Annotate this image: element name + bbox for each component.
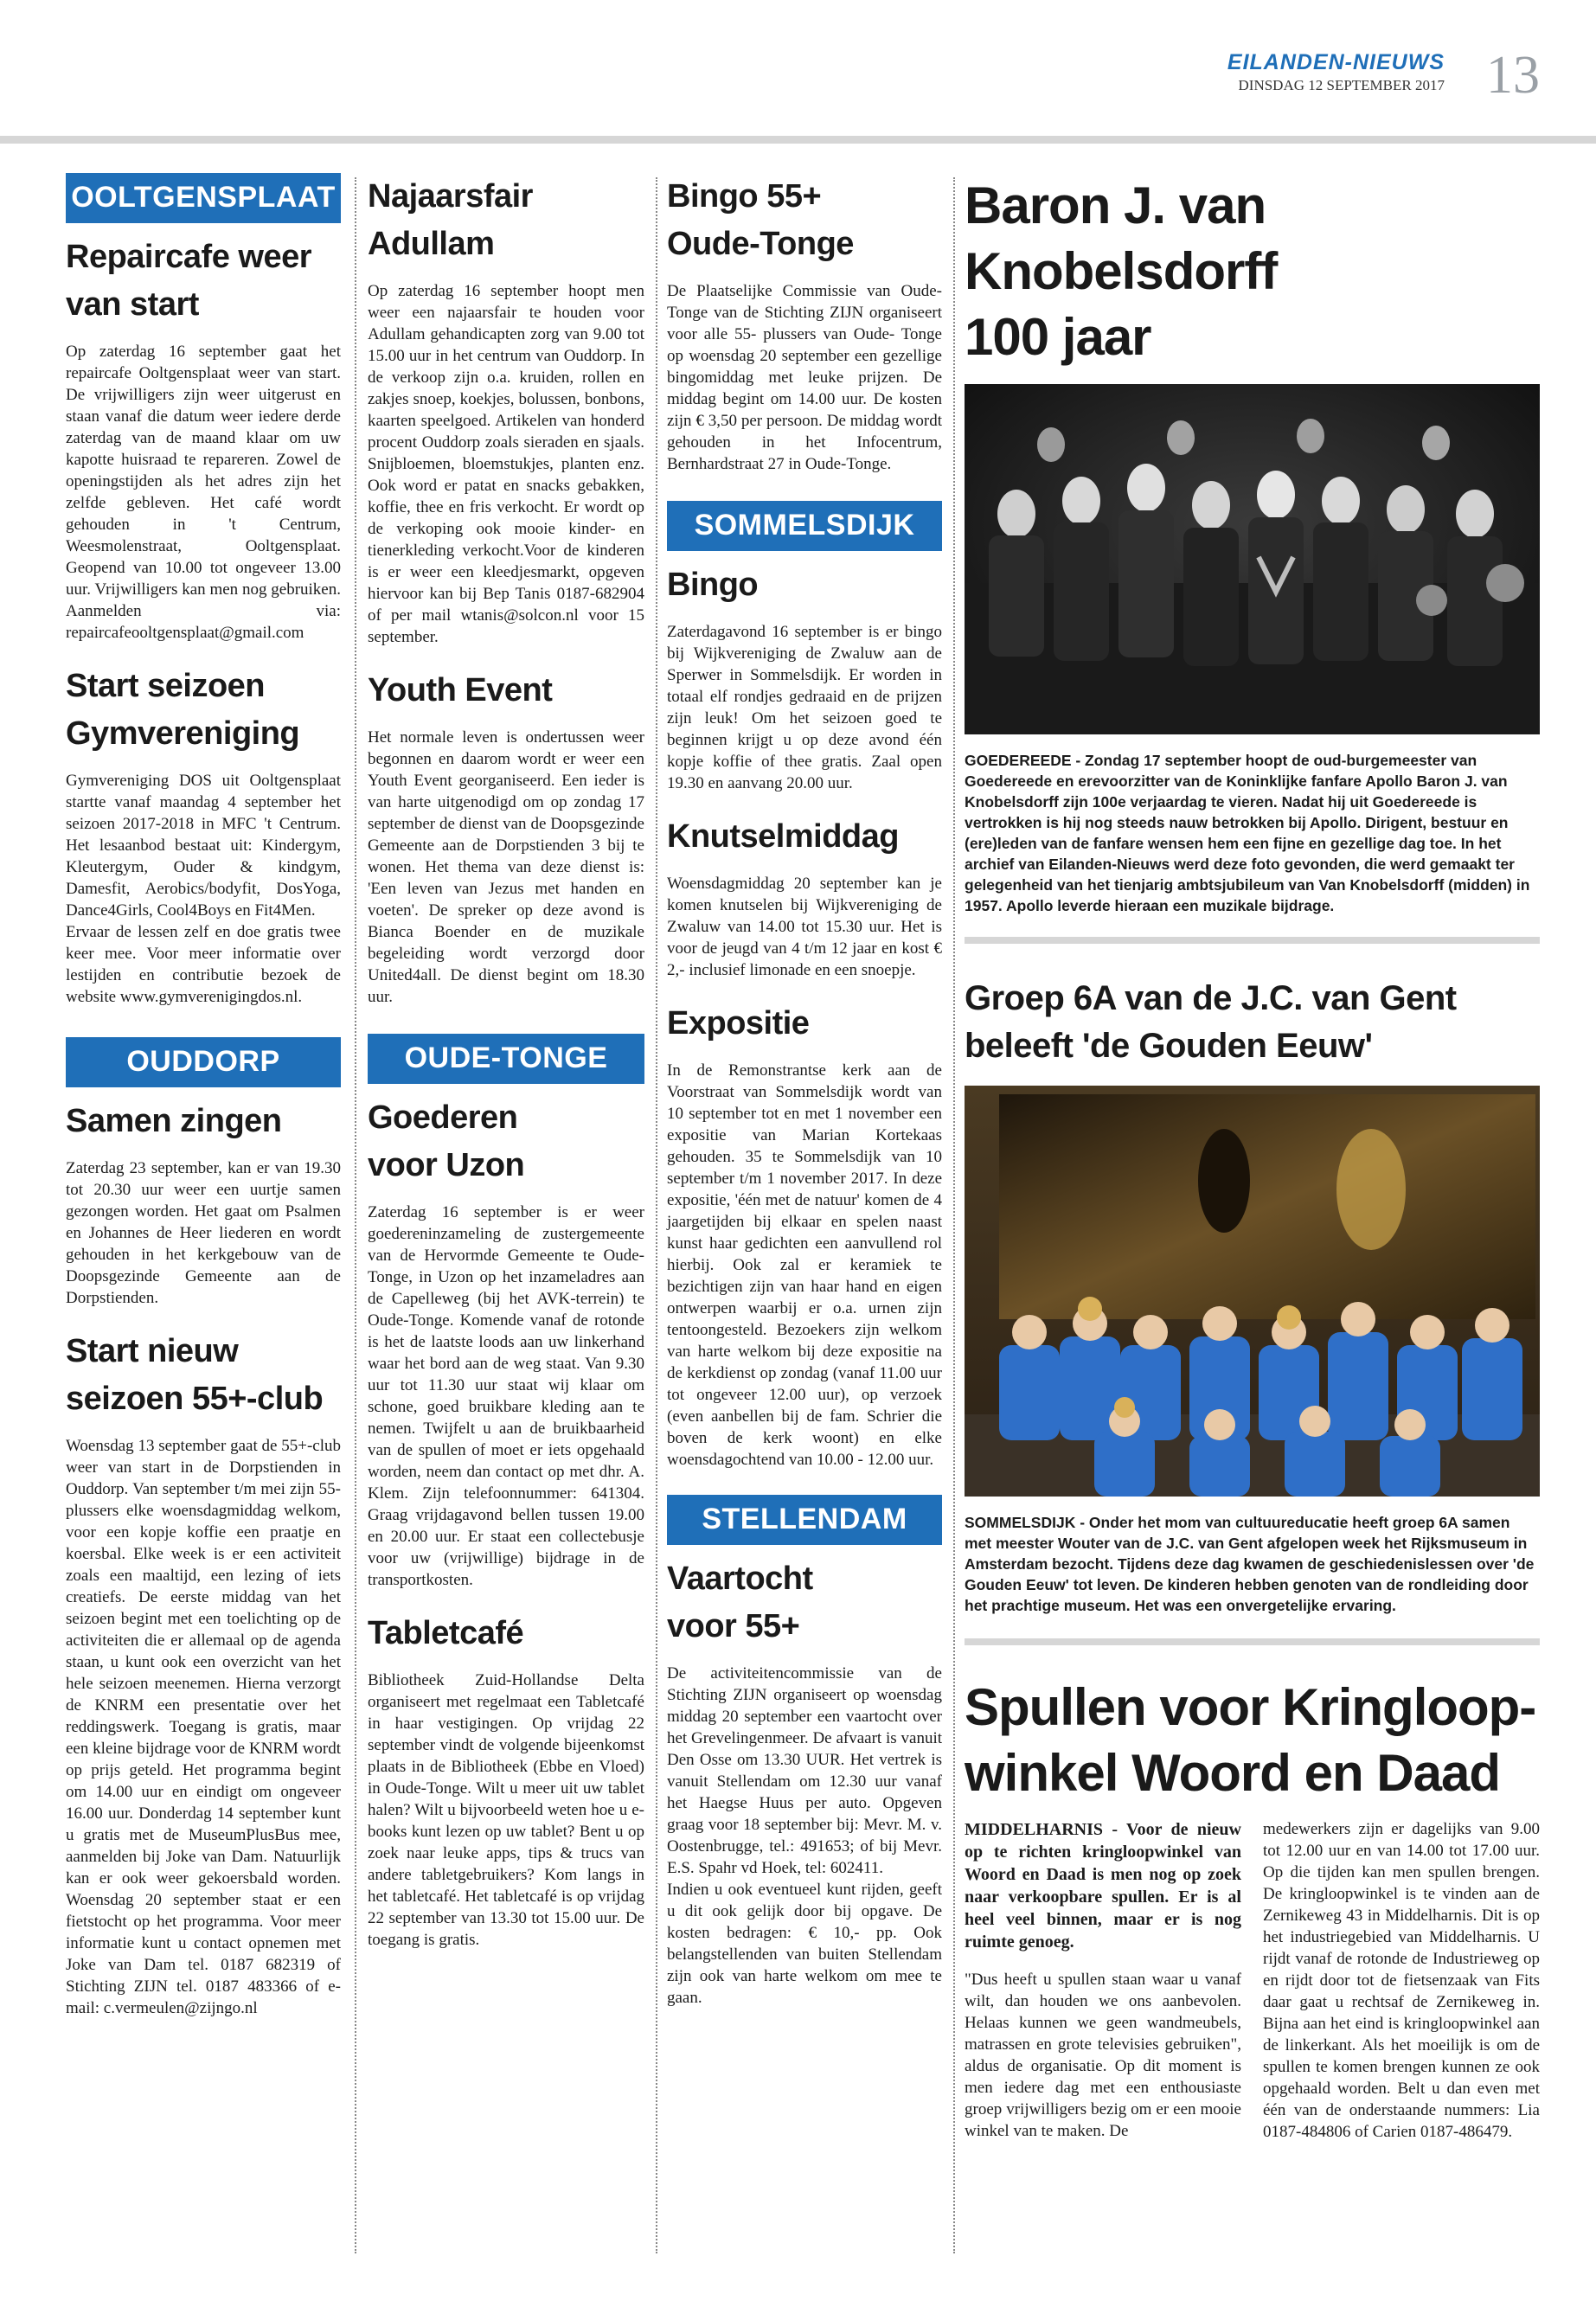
- section-rule: [965, 937, 1540, 944]
- place-banner-oude-tonge: OUDE-TONGE: [368, 1034, 644, 1084]
- article-title: Najaarsfair Adullam: [368, 178, 533, 262]
- section-rule: [965, 1638, 1540, 1645]
- column-4: [965, 173, 1540, 2162]
- article-title: Tabletcafé: [368, 1615, 524, 1651]
- place-banner-ooltgensplaat: OOLTGENSPLAAT: [66, 173, 341, 223]
- article-body: medewerkers zijn er dagelijks van 9.00 tot 12.00 uur en van 14.00 tot 17.00 uur. Op die tijden kan men spullen brengen. De kringloopwinkel is te vinden aan de Zernikeweg 43 in Middelharnis. Dit is op het industriegebied van Middelharnis. U rijdt vanaf de rotonde de Industrieweg op en rijdt door tot de fietsenzaak van Fits daar gaat u rechtsaf de Zernikeweg in. Bijna aan het eind is kringloopwinkel aan de linkerkant. Als het moeilijk is om de spullen te komen brengen kunnen ze ook opgehaald worden. Belt u dan even met één van de onderstaande nummers: Lia 0187-484806 of Carien 0187-486479.: [1263, 1820, 1540, 2141]
- kringloop-article-columns: [965, 1818, 1540, 2162]
- publication-logo: EILANDEN-NIEUWS: [1227, 50, 1445, 74]
- photo-rijksmuseum-class: [965, 1086, 1540, 1497]
- article-body: Bibliotheek Zuid-Hollandse Delta organiseert met regelmaat een Tabletcafé in haar vestigingen. Op vrijdag 22 september vindt de volgende bijeenkomst plaats in de Bibliotheek (Ebbe en Vloed) in Oude-Tonge. Wilt u meer uit uw tablet halen? Wilt u bijvoorbeeld weten hoe u e-books kunt lezen op uw tablet? Bent u op zoek naar leuke apps, tips & trucs van andere tabletgebruikers? Kom langs in het tabletcafé. Het tabletcafé is op vrijdag 22 september van 13.30 tot 15.00 uur. De toegang is gratis.: [368, 1671, 644, 1949]
- article-title: Expositie: [667, 1005, 810, 1042]
- article-title: Start seizoen Gymvereniging: [66, 668, 300, 752]
- column-2: [368, 173, 644, 1970]
- article-body: Woensdagmiddag 20 september kan je komen knutselen bij Wijkvereniging de Zwaluw van 14.00 tot 15.30 uur. Het is voor de jeugd van 4 t/m 12 jaar en kost € 2,- inclusief limonade en een snoepje.: [667, 875, 942, 979]
- column-3: [667, 173, 942, 2028]
- article-title: Baron J. van Knobelsdorff 100 jaar: [965, 176, 1278, 366]
- kringloop-right-column: [1263, 1818, 1540, 2162]
- photo-caption: GOEDEREEDE - Zondag 17 september hoopt de oud-burgemeester van Goedereede en erevoorzitter van de Koninklijke fanfare Apollo Baron J. van Knobelsdorff zijn 100e verjaardag te vieren. Nadat hij uit Goedereede is vertrokken is hij nog steeds nauw betrokken bij Apollo. Dirigent, bestuur en (ere)leden van de fanfare wensen hem een fijne en gezellige dag toe. In het archief van Eilanden-Nieuws werd deze foto gevonden, die werd gemaakt ter gelegenheid van het tienjarig ambtsjubileum van Van Knobelsdorff (midden) in 1957. Apollo leverde hieraan een muzikale bijdrage.: [965, 752, 1530, 914]
- article-title: Spullen voor Kringloop- winkel Woord en Daad: [965, 1678, 1536, 1802]
- issue-date: DINSDAG 12 SEPTEMBER 2017: [1238, 77, 1445, 93]
- article-body: Gymvereniging DOS uit Ooltgensplaat startte vanaf maandag 4 september het seizoen 2017-2018 in MFC 't Centrum. Het lesaanbod bestaat uit: Kindergym, Kleutergym, Ouder & kindgym, Damesfit, Aerobics/bodyfit, DosYoga, Dance4Girls, Cool4Boys en Fit4Men. Ervaar de lessen zelf en doe gratis twee keer mee. Voor meer informatie over lestijden en contributie bezoek de website www.gymverenigingdos.nl.: [66, 772, 341, 1006]
- place-banner-ouddorp: OUDDORP: [66, 1037, 341, 1087]
- article-title: Groep 6A van de J.C. van Gent beleeft 'de Gouden Eeuw': [965, 979, 1457, 1065]
- article-body: Woensdag 13 september gaat de 55+-club weer van start in de Dorpstienden in Ouddorp. Van september t/m mei zijn 55-plussers elke woensdagmiddag welkom, voor een kopje koffie een praatje en koersbal. Elke week is er een activiteit zoals een maaltijd, een lezing of iets creatiefs. De eerste middag van het seizoen begint met een toelichting op de activiteiten die er allemaal op de agenda staan, u kunt ook een overzicht van het hele seizoen meenemen. Hierna verzorgt de KNRM een presentatie over het reddingswerk. Toegang is gratis, maar een kleine bijdrage voor de KNRM wordt op prijs geteld. Het programma begint om 14.00 uur en eindigt om ongeveer 16.00 uur. Donderdag 14 september kunt u gratis met de MuseumPlusBus mee, aanmelden bij Joke van Dam. Natuurlijk kan er ook weer gekoersbald worden. Woensdag 20 september staat er een fietstocht op het programma. Voor meer informatie kunt u contact opnemen met Joke van Dam tel. 0187 682319 of Stichting ZIJN tel. 0187 483366 of e-mail: c.vermeulen@zijngo.nl: [66, 1437, 341, 2017]
- article-title: Samen zingen: [66, 1103, 282, 1139]
- page-number: 13: [1486, 46, 1540, 105]
- article-title: Youth Event: [368, 672, 553, 708]
- article-lead: MIDDELHARNIS - Voor de nieuw op te richten kringloopwinkel van Woord en Daad is men nog op zoek naar verkoopbare spullen. Er is al heel veel binnen, maar er is nog ruimte genoeg.: [965, 1820, 1241, 1952]
- place-banner-sommelsdijk: SOMMELSDIJK: [667, 501, 942, 551]
- header-rule: [0, 136, 1596, 144]
- photo-knobelsdorff-1957: [965, 384, 1540, 734]
- article-body: Zaterdag 23 september, kan er van 19.30 tot 20.30 uur weer een uurtje samen gezongen worden. Het gaat om Psalmen en Johannes de Heer liederen en wordt gehouden in het kerkgebouw van de Doopsgezinde Gemeente aan de Dorpstienden.: [66, 1159, 341, 1307]
- article-title: Bingo: [667, 567, 759, 603]
- article-title: Knutselmiddag: [667, 818, 899, 855]
- article-body: Zaterdagavond 16 september is er bingo bij Wijkvereniging de Zwaluw aan de Sperwer in Sommelsdijk. Er worden in totaal elf rondjes gedraaid en de prijzen zijn leuk! Om het seizoen goed te beginnen krijgt u op deze avond één kopje koffie of thee gratis. Zaal open 19.30 en aanvang 20.00 uur.: [667, 623, 942, 792]
- article-title: Start nieuw seizoen 55+-club: [66, 1333, 324, 1417]
- column-1: [66, 173, 341, 2038]
- photo-rijksmuseum-image: [965, 1086, 1540, 1497]
- masthead: [1227, 50, 1445, 94]
- photo-caption: SOMMELSDIJK - Onder het mom van cultuureducatie heeft groep 6A samen met meester Wouter van de J.C. van Gent afgelopen week het Rijksmuseum in Amsterdam bezocht. Tijdens deze dag kwamen de geschiedenislessen over 'de Gouden Eeuw' tot leven. De kinderen hebben genoten van de rondleiding door het prachtige museum. Het was een onvergetelijke ervaring.: [965, 1514, 1535, 1614]
- article-title: Vaartocht voor 55+: [667, 1561, 813, 1644]
- column-divider: [953, 177, 955, 2253]
- article-body: In de Remonstrantse kerk aan de Voorstraat van Sommelsdijk wordt van 10 september tot en met 1 november een expositie van Marian Kortekaas gehouden. 35 te Sommelsdijk van 10 september t/m 1 november 2017. In deze expositie, 'één met de natuur' komen de 4 jaargetijden bij elkaar en spelen naast kunst haar gedichten een aanvullend rol hierbij. Ook zal er keramiek te bezichtigen zijn van haar hand en eigen ontwerpen waarbij er o.a. urnen zijn tentoongesteld. Bezoekers zijn welkom van harte welkom bij deze expositie na de kerkdienst op zondag (vanaf 11.00 uur tot ongeveer 12.00 uur), op verzoek (even aanbellen bij de fam. Schrier die boven de kerk woont) en elke woensdagochtend van 10.00 - 12.00 uur.: [667, 1061, 942, 1469]
- article-body: Het normale leven is ondertussen weer begonnen en daarom wordt er weer een Youth Event georganiseerd. Een ieder is van harte uitgenodigd om op zondag 17 september de dienst van de Doopsgezinde Gemeente aan de Dorpstienden 3 bij te wonen. Het thema van deze dienst is: 'Een leven van Jezus met handen en voeten'. De spreker op deze avond is Bianca Boender en de muzikale begeleiding wordt verzorgd door United4all. De dienst begint om 18.30 uur.: [368, 728, 644, 1006]
- place-banner-stellendam: STELLENDAM: [667, 1495, 942, 1545]
- article-body: Op zaterdag 16 september hoopt men weer een najaarsfair te houden voor Adullam gehandicapten zorg van 9.00 tot 15.00 uur in het centrum van Ouddorp. In de verkoop zijn o.a. kruiden, rollen en zakjes snoep, koekjes, bolussen, bonbons, kaarten speelgoed. Artikelen van honderd procent Ouddorp zoals sieraden en sjaals. Snijbloemen, bloemstukjes, planten enz. Ook word er patat en snacks gebakken, koffie, thee en fris verkocht. Er wordt op de verkoping ook mooie kinder- en tienerkleding verkocht.Voor de kinderen is er weer een kleedjesmarkt, opgeven hiervoor kan bij Bep Tanis 0187-682904 of per mail wtanis@solcon.nl voor 15 september.: [368, 282, 644, 646]
- photo-knobelsdorff-image: [965, 384, 1540, 734]
- article-body: Op zaterdag 16 september gaat het repaircafe Ooltgensplaat weer van start. De vrijwilligers zijn weer uitgerust en staan vanaf die datum weer iedere derde zaterdag van de maand klaar om uw kapotte huisraad te repareren. Zowel de openingstijden als het adres zijn het zelfde gebleven. Het café wordt gehouden in 't Centrum, Weesmolenstraat, Ooltgensplaat. Geopend van 10.00 tot ongeveer 13.00 uur. Vrijwilligers kan men nog gebruiken. Aanmelden via: repaircafeooltgensplaat@gmail.com: [66, 343, 341, 642]
- article-title: Goederen voor Uzon: [368, 1099, 525, 1183]
- kringloop-left-column: [965, 1818, 1241, 2162]
- column-divider: [656, 177, 657, 2253]
- article-body: "Dus heeft u spullen staan waar u vanaf wilt, dan houden we ons aanbevolen. Helaas kunnen we geen wandmeubels, matrassen en grote televisies gebruiken", aldus de organisatie. Op dit moment is men iedere dag met een enthousiaste groep vrijwilligers bezig om er een mooie winkel van te maken. De: [965, 1971, 1241, 2140]
- column-divider: [355, 177, 356, 2253]
- article-body: Zaterdag 16 september is er weer goedereninzameling de zustergemeente van de Hervormde Gemeente te Oude-Tonge, in Uzon op het inzameladres aan de Capelleweg (bij het AVK-terrein) te Oude-Tonge. Komende vanaf de rotonde is het de laatste loods aan uw linkerhand waar het bord aan de weg staat. Van 9.30 uur tot 11.30 uur staat wij klaar om schone, goed bruikbare kleding aan te nemen. Twijfelt u aan de bruikbaarheid van de spullen of moet er iets opgehaald worden, neem dan contact op met dhr. A. Klem. Zijn telefoonnummer: 641304. Graag vrijdagavond bellen tussen 19.00 en 20.00 uur. Er staat een collectebusje voor uw (vrijwillige) bijdrage in de transportkosten.: [368, 1203, 644, 1589]
- article-body: De Plaatselijke Commissie van Oude-Tonge van de Stichting ZIJN organiseert voor alle 55- plussers van Oude- Tonge op woensdag 20 september een gezellige bingomiddag met leuke prijzen. De middag begint om 14.00 uur. De kosten zijn € 3,50 per persoon. De middag wordt gehouden in het Infocentrum, Bernhardstraat 27 in Oude-Tonge.: [667, 282, 942, 473]
- article-title: Bingo 55+ Oude-Tonge: [667, 178, 854, 262]
- article-body: De activiteitencommissie van de Stichting ZIJN organiseert op woensdag middag 20 september een vaartocht over het Grevelingenmeer. De afvaart is vanuit Den Osse om 13.30 UUR. Het vertrek is vanuit Stellendam om 12.30 uur vanaf het Haegse Huus per auto. Opgeven graag voor 18 september bij: Mevr. M. v. Oostenbrugge, tel.: 491653; of bij Mevr. E.S. Spahr vd Hoek, tel: 602411. Indien u ook eventueel kunt rijden, geeft u dit ook gelijk door bij opgave. De kosten bedragen: € 10,- pp. Ook belangstellenden van buiten Stellendam zijn ook van harte welkom om mee te gaan.: [667, 1664, 942, 2007]
- article-title: Repaircafe weer van start: [66, 239, 311, 323]
